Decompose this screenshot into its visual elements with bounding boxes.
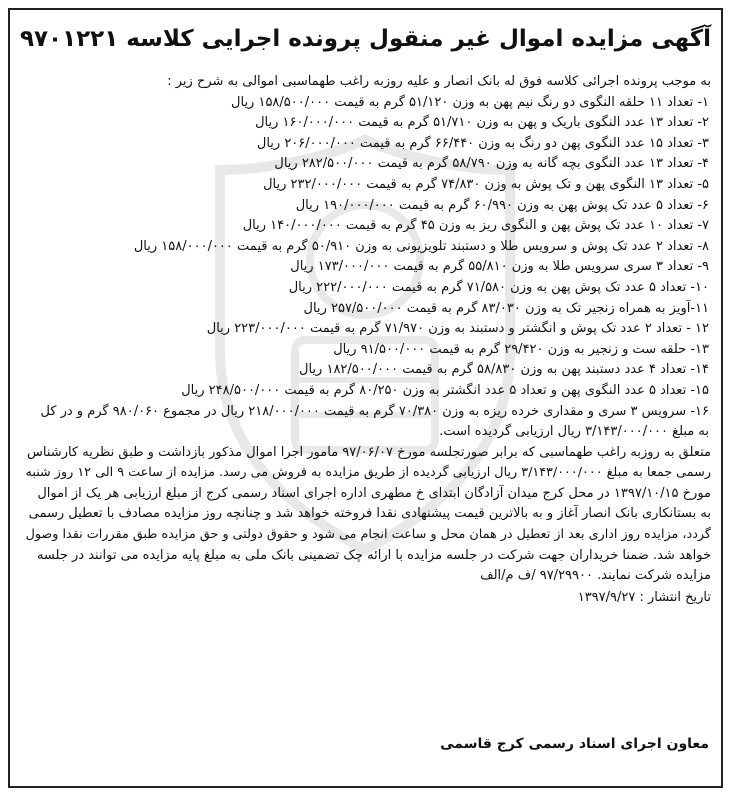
body-line: مورخ ۱۳۹۷/۱۰/۱۵ در محل کرج میدان آزادگان ابتدای خ مطهری اداره اجرای اسناد رسمی کرج از مبلغ ارزیابی هر یک از اموال [37, 485, 711, 501]
body-line: مزایده شرکت نمایند. ۹۷/۲۹۹۰۰ /ف م/الف [480, 568, 711, 584]
signature: معاون اجرای اسناد رسمی کرج قاسمی [440, 736, 709, 752]
list-item: ۲- تعداد ۱۳ عدد النگوی باریک و پهن به وزن ۵۱/۷۱۰ گرم به قیمت ۱۶۰/۰۰۰/۰۰۰ ریال [255, 115, 709, 131]
list-item: ۱۱-آویز به همراه زنجیر تک به وزن ۸۳/۰۳۰ گرم به قیمت ۲۵۷/۵۰۰/۰۰۰ ریال [303, 300, 709, 316]
body-line: متعلق به روزبه راغب طهماسبی که برابر صورتجلسه مورخ ۹۷/۰۶/۰۷ مامور اجرا اموال مذکور بازداشت و طبق نظریه کارشناس [27, 444, 711, 460]
intro-line: به موجب پرونده اجرائی کلاسه فوق له بانک انصار و علیه روزبه راغب طهماسبی اموالی به شرح زیر : [167, 74, 711, 89]
list-item: ۶- تعداد ۵ عدد تک پوش پهن به وزن ۶۰/۹۹۰ گرم به قیمت ۱۹۰/۰۰۰/۰۰۰ ریال [295, 197, 709, 213]
list-item: ۱- تعداد ۱۱ حلقه النگوی دو رنگ نیم پهن به وزن ۵۱/۱۲۰ گرم به قیمت ۱۵۸/۵۰۰/۰۰۰ ریال [231, 94, 709, 110]
list-item: ۸- تعداد ۲ عدد تک پوش و سرویس طلا و دستبند تلویزیونی به وزن ۵۰/۹۱۰ گرم به قیمت ۱۵۸/۰۰۰/۰۰۰ ریال [133, 238, 709, 254]
notice-title: آگهی مزایده اموال غیر منقول پرونده اجرایی کلاسه ۹۷۰۱۲۲۱ [19, 26, 712, 52]
list-item: ۱۴- تعداد ۴ عدد دستبند پهن به وزن ۵۸/۸۳۰ گرم به قیمت ۱۸۲/۵۰۰/۰۰۰ ریال [299, 362, 709, 378]
notice-body [20, 443, 711, 587]
items-list [20, 93, 711, 443]
list-item: ۱۳- حلقه ست و زنجیر به وزن ۲۹/۴۲۰ گرم به قیمت ۹۱/۵۰۰/۰۰۰ ریال [333, 341, 709, 357]
list-item: ۹- تعداد ۳ سری سرویس طلا به وزن ۵۵/۸۱۰ گرم به قیمت ۱۷۳/۰۰۰/۰۰۰ ریال [290, 259, 709, 275]
list-item: ۷- تعداد ۱۰ عدد تک پوش پهن و النگوی ریز به وزن ۴۵ گرم به قیمت ۱۴۰/۰۰۰/۰۰۰ ریال [242, 218, 709, 234]
list-item: ۱۲ - تعداد ۲ عدد تک پوش و انگشتر و دستبند به وزن ۷۱/۹۷۰ گرم به قیمت ۲۲۳/۰۰۰/۰۰۰ ریال [206, 321, 709, 337]
body-line: گردد، مزایده روز اداری بعد از تعطیل در همان محل و ساعت انجام می شود و حقوق دولتی و حق مزایده طبق مقررات نقدا وصول [25, 527, 711, 543]
list-item: ۳- تعداد ۱۵ عدد النگوی پهن دو رنگ به وزن ۶۶/۴۴۰ گرم به قیمت ۲۰۶/۰۰۰/۰۰۰ ریال [256, 135, 709, 151]
list-item: ۱۶- سرویس ۳ سری و مقداری خرده ریزه به وزن ۷۰/۳۸۰ گرم به قیمت ۲۱۸/۰۰۰/۰۰۰ ریال در مجموع ۹۸۰/۰۶۰ گرم و در کل [40, 403, 709, 419]
list-item: ۱۰- تعداد ۵ عدد تک پوش پهن به وزن ۷۱/۵۸۰ گرم به قیمت ۲۲۲/۰۰۰/۰۰۰ ریال [288, 279, 709, 295]
list-item: ۵- تعداد ۱۳ النگوی پهن و تک پوش به وزن ۷۴/۸۳۰ گرم به قیمت ۲۳۲/۰۰۰/۰۰۰ ریال [263, 176, 709, 192]
list-item: ۴- تعداد ۱۳ عدد النگوی بچه گانه به وزن ۵۸/۷۹۰ گرم به قیمت ۲۸۲/۵۰۰/۰۰۰ ریال [274, 156, 709, 172]
notice-page [8, 8, 723, 788]
body-line: به بستانکاری بانک انصار آغاز و به بالاترین قیمت پیشنهادی نقدا فروخته خواهد شد و چنانچه روز مزایده مصادف با تعطیل رسمی [28, 506, 711, 522]
body-line: خواهد شد. ضمنا خریداران جهت شرکت در جلسه مزایده با ارائه چک تضمینی بانک ملی به مبلغ پایه مزایده می توانند در جلسه [36, 547, 711, 563]
notice-content [20, 72, 711, 608]
total-line: به مبلغ ۳/۱۴۳/۰۰۰/۰۰۰ ریال ارزیابی گردیده است. [439, 424, 709, 440]
body-line: رسمی جمعا به مبلغ ۳/۱۴۳/۰۰۰/۰۰۰ ریال ارزیابی گردیده از طریق مزایده به فروش می رسد. مزایده از ساعت ۹ الی ۱۲ روز شنبه [25, 465, 711, 481]
list-item: ۱۵- تعداد ۵ عدد النگوی پهن و تعداد ۵ عدد انگشتر به وزن ۸۰/۲۵۰ گرم به قیمت ۲۴۸/۵۰۰/۰۰۰ ریال [181, 382, 709, 398]
publish-date: تاریخ انتشار : ۱۳۹۷/۹/۲۷ [577, 589, 711, 605]
